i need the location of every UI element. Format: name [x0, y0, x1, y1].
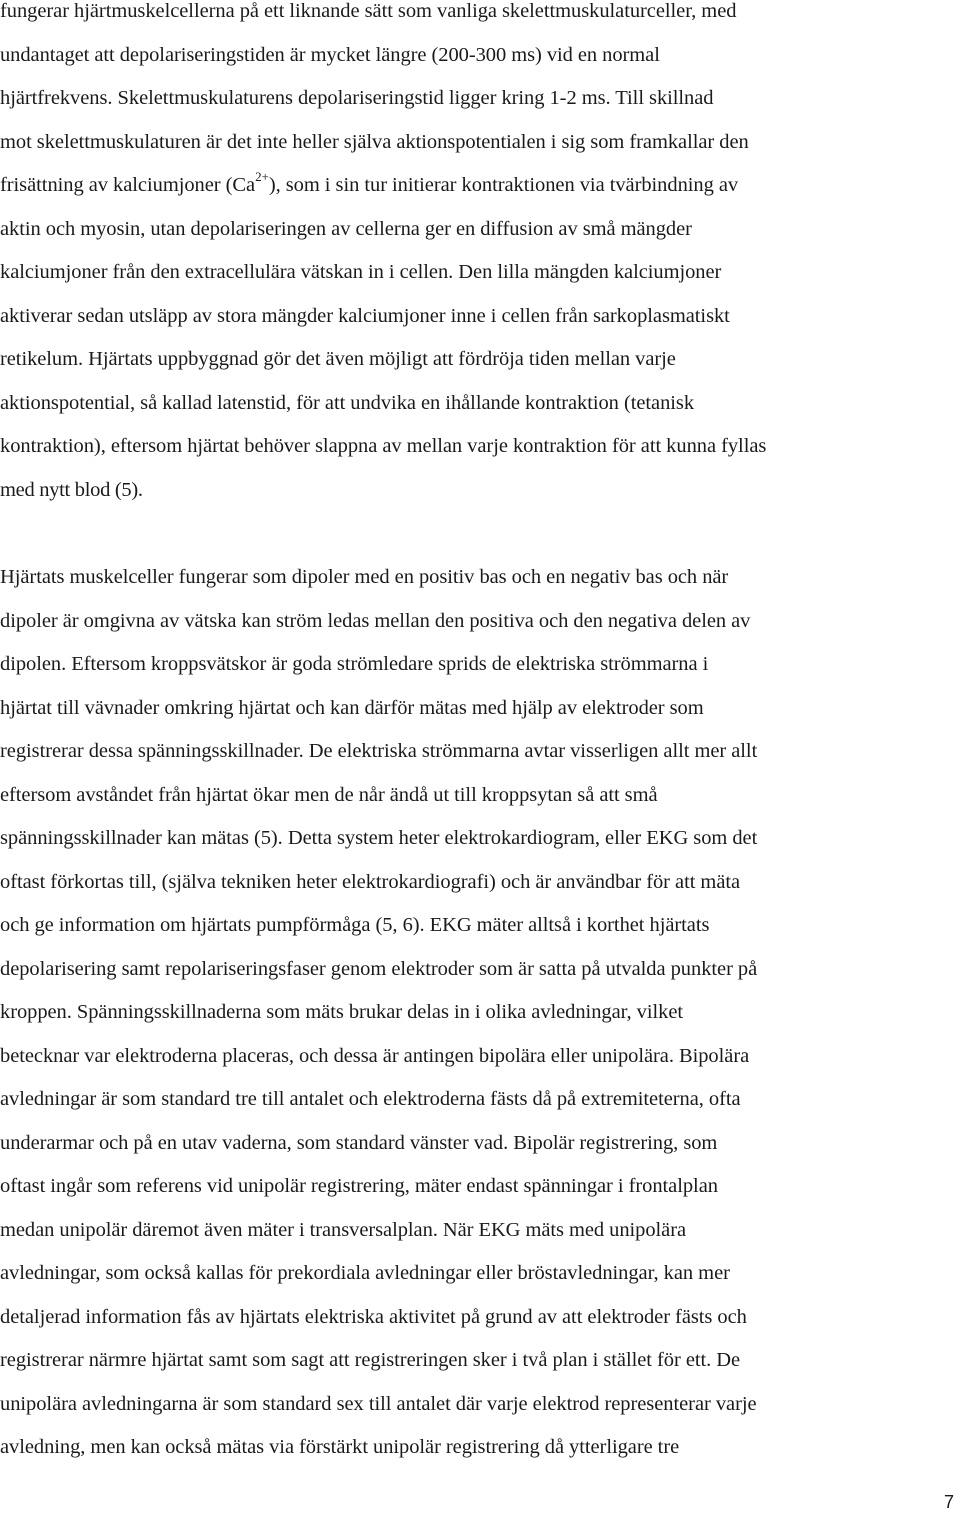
text-line: eftersom avståndet från hjärtat ökar men de når ändå ut till kroppsytan så att små — [0, 783, 658, 806]
text-line: med nytt blod (5). — [0, 478, 143, 501]
text-line: kontraktion), eftersom hjärtat behöver slappna av mellan varje kontraktion för att kunna fyllas — [0, 435, 767, 457]
superscript-charge: 2+ — [255, 169, 269, 185]
text-line-calcium-ion — [0, 164, 960, 208]
text-line: registrerar närmre hjärtat samt som sagt att registreringen sker i två plan i stället för ett. De — [0, 1349, 741, 1371]
paragraph-heart-muscle-depolarization — [0, 0, 960, 512]
text-line: unipolära avledningarna är som standard sex till antalet där varje elektrod representerar varje — [0, 1392, 757, 1415]
text-line: oftast ingår som referens vid unipolär registrering, mäter endast spänningar i frontalplan — [0, 1175, 718, 1197]
text-line: aktionspotential, så kallad latenstid, för att undvika en ihållande kontraktion (tetanisk — [0, 391, 695, 414]
text-line: dipoler är omgivna av vätska kan ström ledas mellan den positiva och den negativa delen av — [0, 609, 751, 632]
text-line: betecknar var elektroderna placeras, och dessa är antingen bipolära eller unipolära. Bipolära — [0, 1044, 750, 1067]
text-line: avledning, men kan också mätas via förstärkt unipolär registrering då ytterligare tre — [0, 1436, 680, 1458]
text-line: spänningsskillnader kan mätas (5). Detta system heter elektrokardiogram, eller EKG som det — [0, 827, 758, 849]
page-number: 7 — [943, 1492, 954, 1512]
text-line: aktiverar sedan utsläpp av stora mängder kalciumjoner inne i cellen från sarkoplasmatiskt — [0, 304, 730, 327]
text-line: registrerar dessa spänningsskillnader. De elektriska strömmarna avtar visserligen allt mer allt — [0, 740, 758, 762]
text-line: medan unipolär däremot även mäter i transversalplan. När EKG mäts med unipolära — [0, 1218, 687, 1241]
text-line: avledningar, som också kallas för prekordiala avledningar eller bröstavledningar, kan mer — [0, 1262, 730, 1284]
text-line: aktin och myosin, utan depolariseringen av cellerna ger en diffusion av små mängder — [0, 217, 692, 240]
text-line: dipolen. Eftersom kroppsvätskor är goda strömledare sprids de elektriska strömmarna i — [0, 653, 709, 675]
text-line: Hjärtats muskelceller fungerar som dipoler med en positiv bas och en negativ bas och när — [0, 566, 729, 588]
text-line: hjärtat till vävnader omkring hjärtat och kan därför mätas med hjälp av elektroder som — [0, 696, 704, 719]
text-line: och ge information om hjärtats pumpförmåga (5, 6). EKG mäter alltså i korthet hjärtats — [0, 914, 710, 936]
text-line: depolarisering samt repolariseringsfaser genom elektroder som är satta på utvalda punkter på — [0, 957, 758, 980]
text-line: avledningar är som standard tre till antalet och elektroderna fästs då på extremiteterna, ofta — [0, 1088, 741, 1110]
text-line: fungerar hjärtmuskelcellerna på ett liknande sätt som vanliga skelettmuskulaturceller, med — [0, 0, 737, 22]
text-line: oftast förkortas till, (själva tekniken heter elektrokardiografi) och är användbar för att mäta — [0, 870, 741, 893]
paragraph-ekg-dipoles — [0, 556, 960, 1470]
text-line: kalciumjoner från den extracellulära vätskan in i cellen. Den lilla mängden kalciumjoner — [0, 261, 722, 283]
text-line: detaljerad information fås av hjärtats elektriska aktivitet på grund av att elektroder fästs och — [0, 1305, 747, 1328]
text-fragment: ), som i sin tur initierar kontraktionen via tvärbindning av — [268, 174, 739, 196]
text-line: undantaget att depolariseringstiden är mycket längre (200-300 ms) vid en normal — [0, 43, 660, 66]
text-line: underarmar och på en utav vaderna, som standard vänster vad. Bipolär registrering, som — [0, 1131, 718, 1154]
text-line: kroppen. Spänningsskillnaderna som mäts brukar delas in i olika avledningar, vilket — [0, 1001, 683, 1023]
text-line: mot skelettmuskulaturen är det inte heller själva aktionspotentialen i sig som framkallar den — [0, 130, 749, 153]
text-line: hjärtfrekvens. Skelettmuskulaturens depolariseringstid ligger kring 1-2 ms. Till skillnad — [0, 87, 714, 109]
text-fragment: frisättning av kalciumjoner (Ca — [0, 174, 256, 196]
text-line: retikelum. Hjärtats uppbyggnad gör det även möjligt att fördröja tiden mellan varje — [0, 348, 676, 370]
